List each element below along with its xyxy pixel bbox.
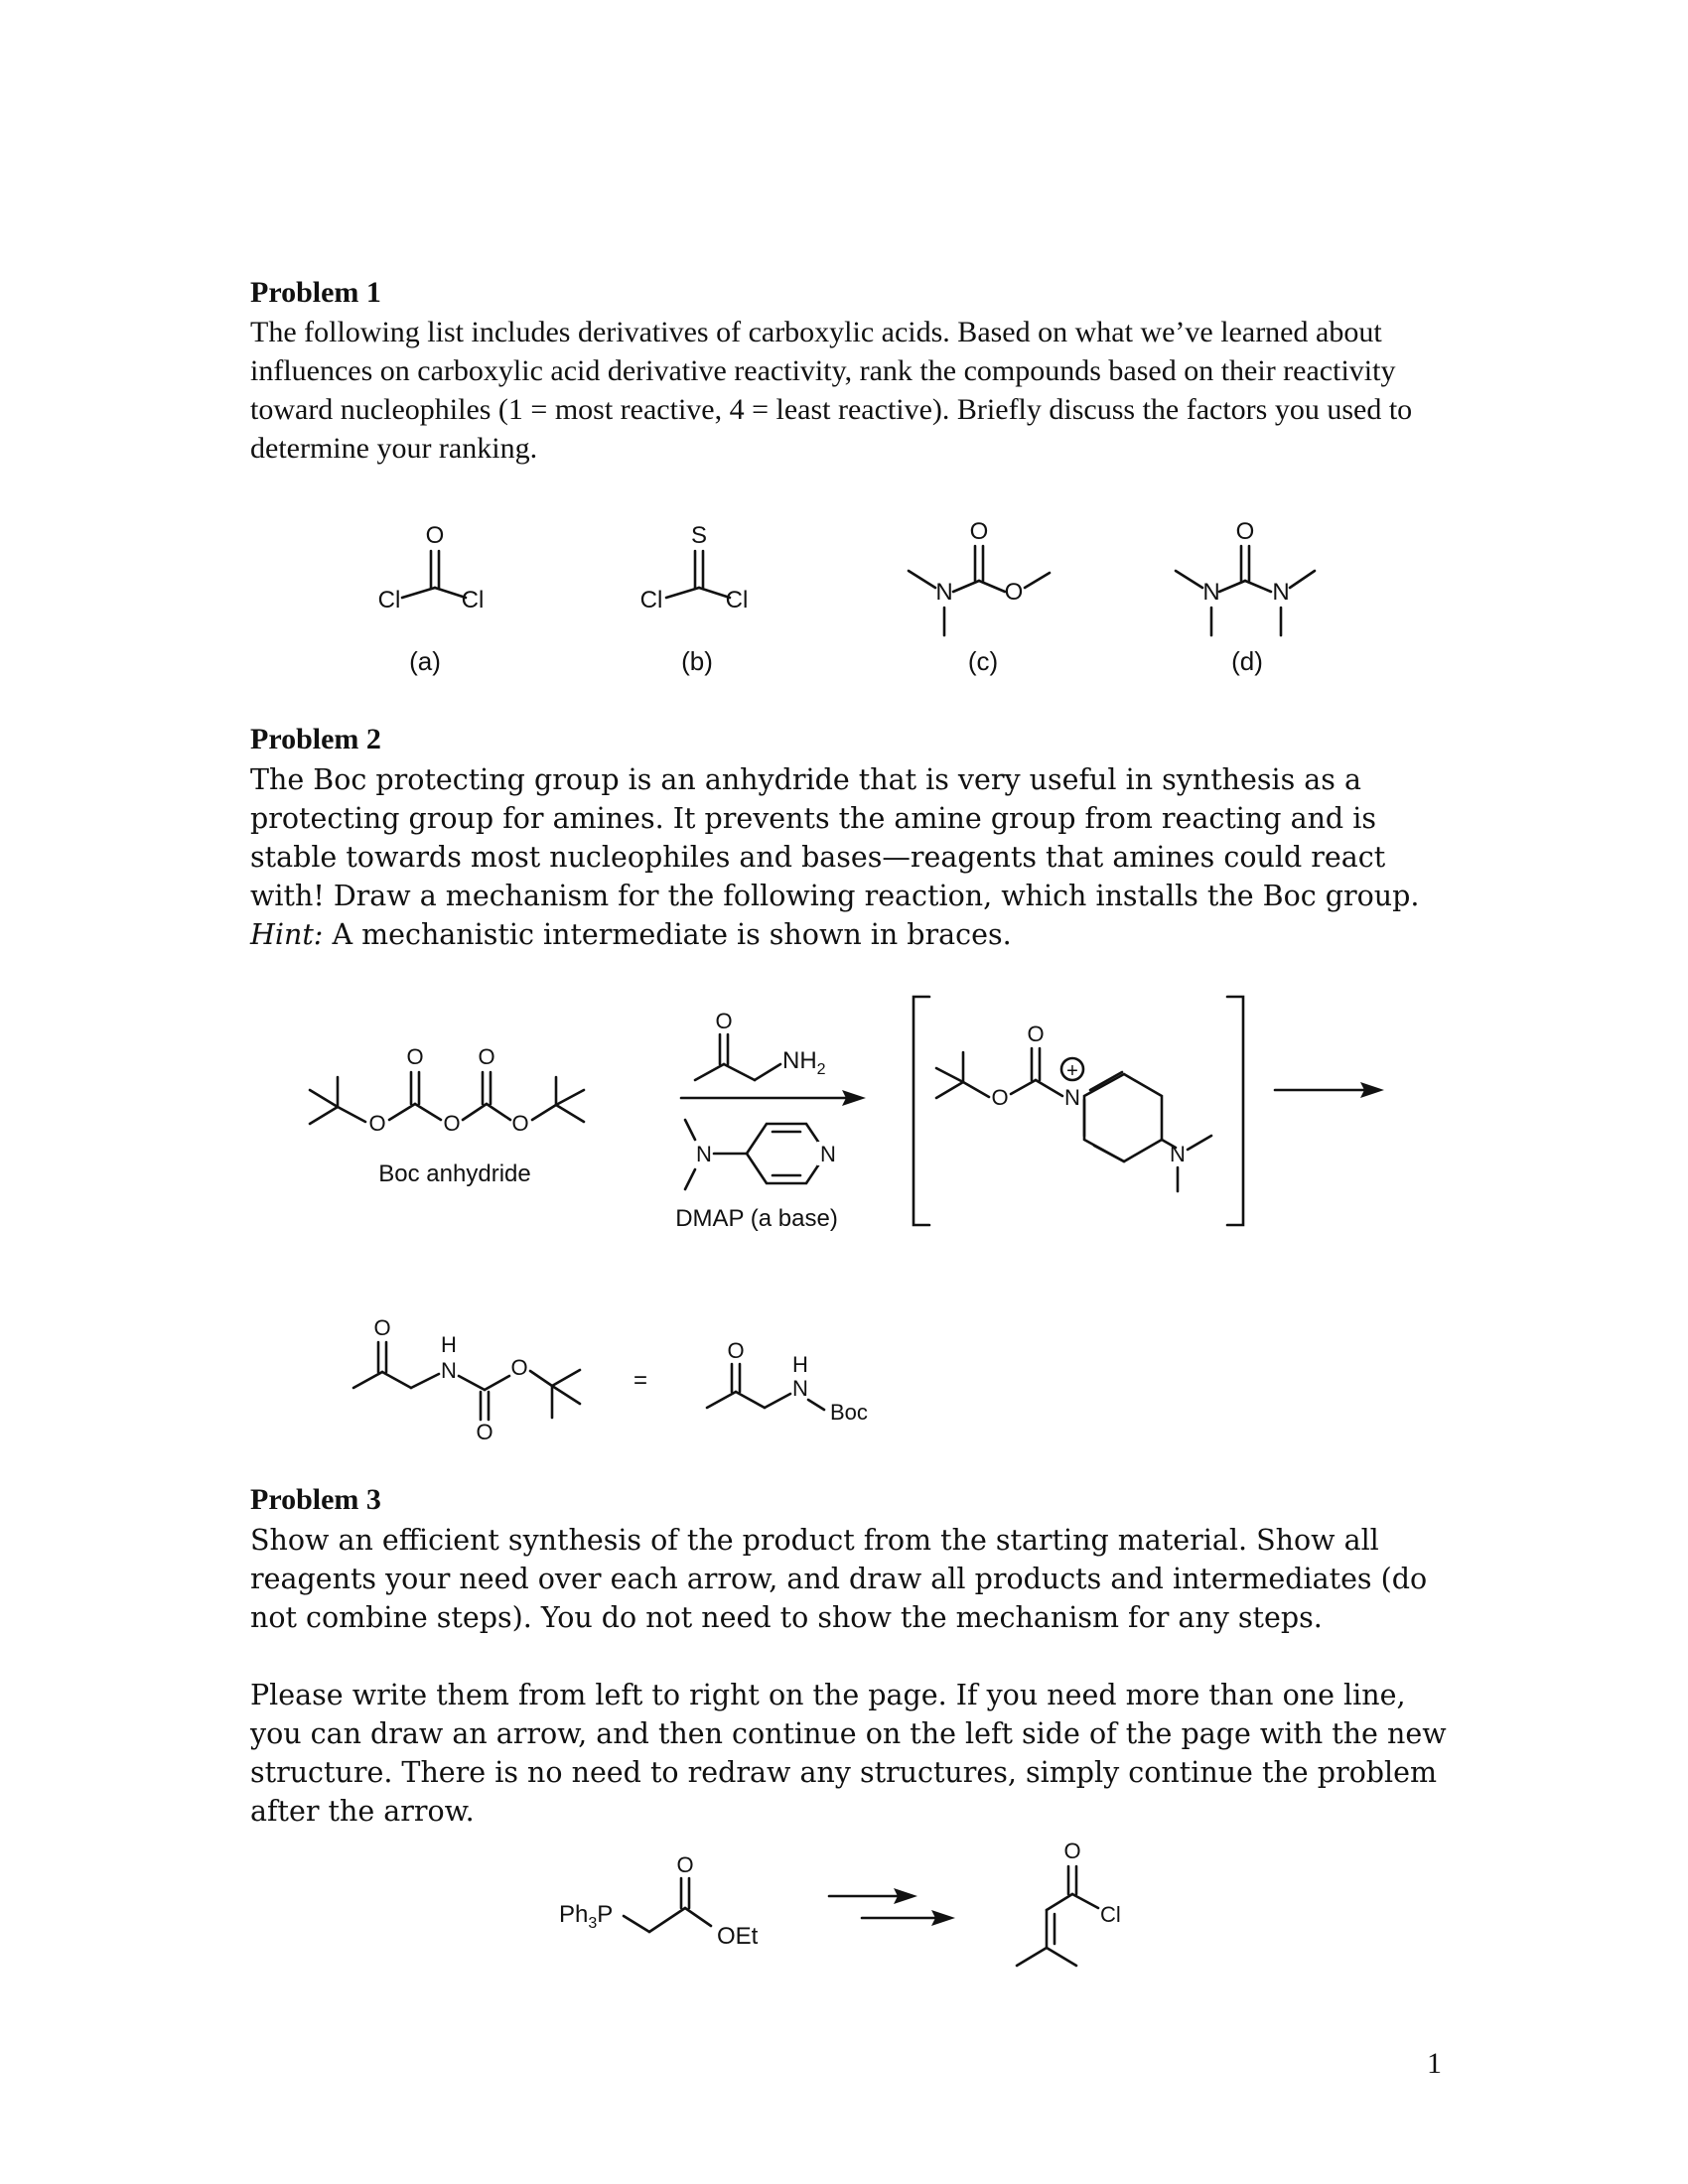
atom-h: H [792, 1352, 808, 1377]
atom-o: O [368, 1111, 386, 1136]
atom-n-right: N [1272, 579, 1290, 606]
atom-n: N [1170, 1142, 1186, 1166]
amine-nh2-label: $NH_2$ [782, 1047, 826, 1078]
starting-material-ylide [559, 1852, 759, 1950]
atom-n: N [935, 579, 953, 606]
page-number: 1 [1427, 2047, 1442, 2080]
boc-group-label: Boc [830, 1400, 868, 1425]
ph3p-label: $Ph_3P$ [559, 1901, 614, 1932]
equals-sign: = [633, 1367, 648, 1394]
atom-n-plus: N [1064, 1085, 1080, 1110]
problem-3-text-1: Show an efficient synthesis of the product from the starting material. Show all reagents your need over each arrow, and draw all products and intermediates (do not combine steps). You do not need to show the mechanism for any steps. [250, 1524, 1428, 1634]
problem-3-heading: Problem 3 [250, 1483, 381, 1516]
problem-2-hint-label: Hint: [250, 918, 324, 951]
atom-o: O [1027, 1022, 1045, 1046]
atom-o: O [373, 1315, 391, 1340]
atom-o: O [1063, 1839, 1081, 1863]
atom-o: O [478, 1044, 495, 1069]
atom-o: O [406, 1044, 424, 1069]
compound-c-label: (c) [967, 646, 999, 676]
dmap-label: DMAP (a base) [675, 1205, 838, 1232]
atom-o: O [676, 1852, 694, 1877]
atom-cl-left: Cl [377, 587, 401, 614]
atom-cl-right: Cl [725, 587, 749, 614]
product-acid-chloride [1017, 1839, 1121, 1966]
atom-o-top: O [1235, 518, 1255, 545]
compound-a-label: (a) [409, 646, 441, 676]
atom-o: O [443, 1111, 461, 1136]
problem-1-text: The following list includes derivatives of carboxylic acids. Based on what we’ve learned about influences on carboxylic acid derivative reactivity, rank the compounds based on their reactivity toward nucleophiles (1 = most reactive, 4 = least reactive). Briefly discuss the factors you used to determine your ranking. [250, 316, 1413, 465]
atom-n: N [441, 1358, 457, 1383]
atom-o: O [425, 522, 445, 549]
atom-o-ester: O [1004, 579, 1024, 606]
atom-n: N [820, 1142, 836, 1166]
atom-o: O [715, 1009, 733, 1033]
atom-o: O [727, 1338, 745, 1363]
problem-2-text-hint: A mechanistic intermediate is shown in braces. [323, 918, 1012, 951]
compound-b-label: (b) [681, 646, 713, 676]
atom-n: N [696, 1142, 712, 1166]
boc-anhydride-label: Boc anhydride [378, 1160, 531, 1187]
atom-o: O [510, 1355, 528, 1380]
atom-o-top: O [969, 518, 989, 545]
atom-cl-right: Cl [461, 587, 485, 614]
oet-label: OEt [717, 1923, 759, 1950]
atom-s: S [690, 522, 708, 549]
problem-2-heading: Problem 2 [250, 723, 381, 755]
atom-o: O [511, 1111, 529, 1136]
atom-cl-left: Cl [639, 587, 663, 614]
compound-d-label: (d) [1231, 646, 1263, 676]
atom-h: H [441, 1332, 457, 1357]
atom-cl: Cl [1100, 1902, 1121, 1927]
synthesis-arrows [829, 1888, 955, 1926]
problem-2-text-main: The Boc protecting group is an anhydride that is very useful in synthesis as a protecting group for amines. It prevents the amine group from reacting and is stable towards most nucleophiles and bases—reagents that amines could react with! Draw a mechanism for the following reaction, which installs the Boc group. [250, 763, 1420, 912]
atom-o: O [476, 1420, 493, 1444]
problem-1-heading: Problem 1 [250, 276, 381, 309]
atom-n: N [792, 1376, 808, 1401]
positive-charge-label: + [1066, 1060, 1078, 1082]
problem-3-text-2: Please write them from left to right on the page. If you need more than one line, you can draw an arrow, and then continue on the left side of the page with the new structure. There is no need to redraw any structures, simply continue the problem after the arrow. [250, 1679, 1447, 1828]
atom-n-left: N [1202, 579, 1220, 606]
atom-o: O [991, 1085, 1009, 1110]
